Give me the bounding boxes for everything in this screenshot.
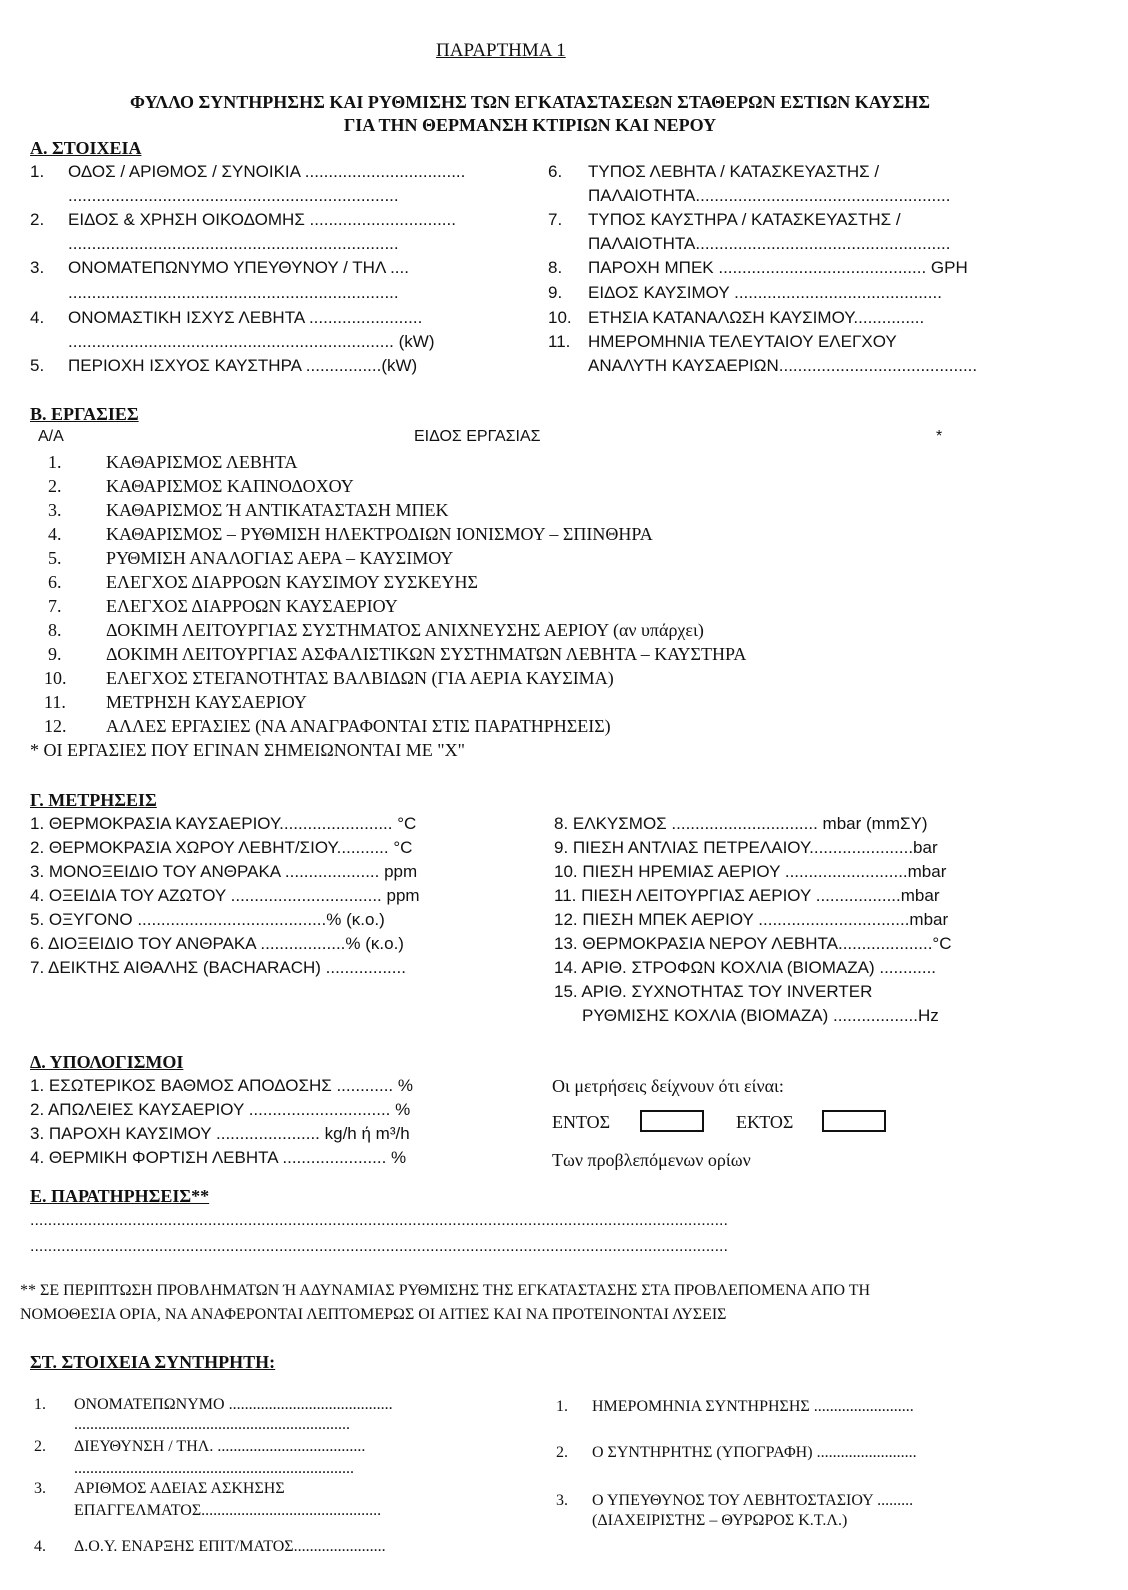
b-item-12-num: 12.: [44, 716, 67, 736]
b-item-4-num: 4.: [48, 524, 62, 544]
b-item-9-num: 9.: [48, 644, 62, 664]
b-item-11-text: ΜΕΤΡΗΣΗ ΚΑΥΣΑΕΡΙΟΥ: [106, 692, 307, 712]
c-left-3: 3. ΜΟΝΟΞΕΙΔΙΟ ΤΟΥ ΑΝΘΡΑΚΑ .................... ppm: [30, 862, 418, 881]
b-col-num-header: Α/Α: [38, 428, 64, 445]
a-right-11-text: ΗΜΕΡΟΜΗΝΙΑ ΤΕΛΕΥΤΑΙΟΥ ΕΛΕΓΧΟΥ: [588, 332, 897, 351]
a-left-3-num: 3.: [30, 258, 45, 277]
a-right-6-cont: ΠΑΛΑΙΟΤΗΤΑ......................................................: [588, 186, 951, 205]
d-outside-label: ΕΚΤΟΣ: [736, 1112, 794, 1132]
a-left-3-cont: ......................................................................: [68, 283, 399, 302]
f-left-3-cont: ΕΠΑΓΓΕΛΜΑΤΟΣ.............................................: [74, 1502, 382, 1519]
b-item-3-text: ΚΑΘΑΡΙΣΜΟΣ Ή ΑΝΤΙΚΑΤΑΣΤΑΣΗ ΜΠΕΚ: [106, 500, 449, 520]
f-left-2-text: ΔΙΕΥΘΥΝΣΗ / ΤΗΛ. .....................................: [74, 1438, 366, 1455]
d-left-4: 4. ΘΕΡΜΙΚΗ ΦΟΡΤΙΣΗ ΛΕΒΗΤΑ ...................... %: [30, 1148, 407, 1167]
outside-checkbox[interactable]: [822, 1110, 886, 1132]
b-item-6-text: ΕΛΕΓΧΟΣ ΔΙΑΡΡΟΩΝ ΚΑΥΣΙΜΟΥ ΣΥΣΚΕΥΗΣ: [106, 572, 478, 592]
b-item-9-text: ΔΟΚΙΜΗ ΛΕΙΤΟΥΡΓΙΑΣ ΑΣΦΑΛΙΣΤΙΚΩΝ ΣΥΣΤΗΜΑΤΩΝ ΛΕΒΗΤΑ – ΚΑΥΣΤΗΡΑ: [106, 644, 747, 664]
a-right-11-num: 11.: [548, 332, 571, 351]
a-right-10-num: 10.: [548, 308, 572, 327]
section-b-heading: Β. ΕΡΓΑΣΙΕΣ: [30, 404, 139, 424]
f-left-3-num: 3.: [34, 1480, 46, 1497]
a-right-9-num: 9.: [548, 283, 563, 302]
a-left-1-num: 1.: [30, 162, 45, 181]
b-item-2-text: ΚΑΘΑΡΙΣΜΟΣ ΚΑΠΝΟΔΟΧΟΥ: [106, 476, 354, 496]
a-left-5-num: 5.: [30, 356, 45, 375]
a-left-3-text: ΟΝΟΜΑΤΕΠΩΝΥΜΟ ΥΠΕΥΘΥΝΟΥ / ΤΗΛ ....: [68, 258, 409, 277]
section-f-heading: ΣΤ. ΣΤΟΙΧΕΙΑ ΣΥΝΤΗΡΗΤΗ:: [30, 1352, 276, 1372]
b-item-5-text: ΡΥΘΜΙΣΗ ΑΝΑΛΟΓΙΑΣ ΑΕΡΑ – ΚΑΥΣΙΜΟΥ: [106, 548, 454, 568]
c-right-10: 10. ΠΙΕΣΗ ΗΡΕΜΙΑΣ ΑΕΡΙΟΥ ..........................mbar: [554, 862, 947, 881]
f-left-2-cont: ......................................................................: [74, 1460, 354, 1477]
c-right-13: 13. ΘΕΡΜΟΚΡΑΣΙΑ ΝΕΡΟΥ ΛΕΒΗΤΑ....................°C: [554, 934, 952, 953]
f-left-4-text: Δ.Ο.Υ. ΕΝΑΡΞΗΣ ΕΠΙΤ/ΜΑΤΟΣ.......................: [74, 1538, 386, 1555]
f-left-1-cont: .....................................................................: [74, 1416, 350, 1433]
section-d-heading: Δ. ΥΠΟΛΟΓΙΣΜΟΙ: [30, 1052, 184, 1072]
f-right-1-text: ΗΜΕΡΟΜΗΝΙΑ ΣΥΝΤΗΡΗΣΗΣ .........................: [592, 1398, 914, 1415]
d-result-text: Οι μετρήσεις δείχνουν ότι είναι:: [552, 1076, 784, 1096]
a-left-4-num: 4.: [30, 308, 45, 327]
b-col-type-header: ΕΙΔΟΣ ΕΡΓΑΣΙΑΣ: [414, 428, 541, 445]
a-right-8-num: 8.: [548, 258, 563, 277]
f-left-1-text: ΟΝΟΜΑΤΕΠΩΝΥΜΟ .........................................: [74, 1396, 393, 1413]
a-left-4-cont: ..................................................................... (kW): [68, 332, 435, 351]
f-right-3-num: 3.: [556, 1492, 568, 1509]
c-left-2: 2. ΘΕΡΜΟΚΡΑΣΙΑ ΧΩΡΟΥ ΛΕΒΗΤ/ΣΙΟΥ........... °C: [30, 838, 413, 857]
a-left-4-text: ΟΝΟΜΑΣΤΙΚΗ ΙΣΧΥΣ ΛΕΒΗΤΑ ........................: [68, 308, 423, 327]
c-left-1: 1. ΘΕΡΜΟΚΡΑΣΙΑ ΚΑΥΣΑΕΡΙΟΥ........................ °C: [30, 814, 417, 833]
b-item-1-text: ΚΑΘΑΡΙΣΜΟΣ ΛΕΒΗΤΑ: [106, 452, 298, 472]
section-e-heading: Ε. ΠΑΡΑΤΗΡΗΣΕΙΣ**: [30, 1186, 210, 1206]
a-left-2-num: 2.: [30, 210, 45, 229]
b-item-10-text: ΕΛΕΓΧΟΣ ΣΤΕΓΑΝΟΤΗΤΑΣ ΒΑΛΒΙΔΩΝ (ΓΙΑ ΑΕΡΙΑ ΚΑΥΣΙΜΑ): [106, 668, 614, 688]
a-right-8-text: ΠΑΡΟΧΗ ΜΠΕΚ ............................................ GPH: [588, 258, 968, 277]
a-right-11-cont: ΑΝΑΛΥΤΗ ΚΑΥΣΑΕΡΙΩΝ..........................................: [588, 356, 978, 375]
a-right-10-text: ΕΤΗΣΙΑ ΚΑΤΑΝΑΛΩΣΗ ΚΑΥΣΙΜΟΥ...............: [588, 308, 925, 327]
b-item-1-num: 1.: [48, 452, 62, 472]
a-right-7-cont: ΠΑΛΑΙΟΤΗΤΑ......................................................: [588, 234, 951, 253]
f-left-4-num: 4.: [34, 1538, 46, 1555]
b-item-3-num: 3.: [48, 500, 62, 520]
e-note-line-1: ** ΣΕ ΠΕΡΙΠΤΩΣΗ ΠΡΟΒΛΗΜΑΤΩΝ Ή ΑΔΥΝΑΜΙΑΣ ΡΥΘΜΙΣΗΣ ΤΗΣ ΕΓΚΑΤΑΣΤΑΣΗΣ ΣΤΑ ΠΡΟΒΛΕΠΟΜΕΝΑ ΑΠΟ ΤΗ: [20, 1282, 871, 1299]
c-left-4: 4. ΟΞΕΙΔΙΑ ΤΟΥ ΑΖΩΤΟΥ ................................ ppm: [30, 886, 420, 905]
b-item-6-num: 6.: [48, 572, 62, 592]
form-title-line1: ΦΥΛΛΟ ΣΥΝΤΗΡΗΣΗΣ ΚΑΙ ΡΥΘΜΙΣΗΣ ΤΩΝ ΕΓΚΑΤΑΣΤΑΣΕΩΝ ΣΤΑΘΕΡΩΝ ΕΣΤΙΩΝ ΚΑΥΣΗΣ: [130, 92, 930, 112]
e-note-line-2: ΝΟΜΟΘΕΣΙΑ ΟΡΙΑ, ΝΑ ΑΝΑΦΕΡΟΝΤΑΙ ΛΕΠΤΟΜΕΡΩΣ ΟΙ ΑΙΤΙΕΣ ΚΑΙ ΝΑ ΠΡΟΤΕΙΝΟΝΤΑΙ ΛΥΣΕΙΣ: [20, 1306, 727, 1323]
f-right-3-cont: (ΔΙΑΧΕΙΡΙΣΤΗΣ – ΘΥΡΩΡΟΣ Κ.Τ.Λ.): [592, 1512, 848, 1529]
f-right-2-text: Ο ΣΥΝΤΗΡΗΤΗΣ (ΥΠΟΓΡΑΦΗ) .........................: [592, 1444, 917, 1461]
e-remarks-line-1[interactable]: .............................................................................................................................................................: [30, 1212, 728, 1229]
a-left-5-text: ΠΕΡΙΟΧΗ ΙΣΧΥΟΣ ΚΑΥΣΤΗΡΑ ................(kW): [68, 356, 418, 375]
c-right-14: 14. ΑΡΙΘ. ΣΤΡΟΦΩΝ ΚΟΧΛΙΑ (ΒΙΟΜΑΖΑ) ............: [554, 958, 937, 977]
a-right-7-text: ΤΥΠΟΣ ΚΑΥΣΤΗΡΑ / ΚΑΤΑΣΚΕΥΑΣΤΗΣ /: [588, 210, 901, 229]
c-left-6: 6. ΔΙΟΞΕΙΔΙΟ ΤΟΥ ΑΝΘΡΑΚΑ ..................% (κ.ο.): [30, 934, 404, 953]
b-col-mark-header: *: [936, 428, 943, 445]
form-title-line2: ΓΙΑ ΤΗΝ ΘΕΡΜΑΝΣΗ ΚΤΙΡΙΩΝ ΚΑΙ ΝΕΡΟΥ: [343, 115, 717, 135]
inside-checkbox[interactable]: [640, 1110, 704, 1132]
b-item-10-num: 10.: [44, 668, 67, 688]
c-right-8: 8. ΕΛΚΥΣΜΟΣ ............................... mbar (mmΣΥ): [554, 814, 928, 833]
f-left-3-text: ΑΡΙΘΜΟΣ ΑΔΕΙΑΣ ΑΣΚΗΣΗΣ: [74, 1480, 285, 1497]
b-item-8-num: 8.: [48, 620, 62, 640]
d-limits-text: Των προβλεπόμενων ορίων: [552, 1150, 751, 1170]
c-right-9: 9. ΠΙΕΣΗ ΑΝΤΛΙΑΣ ΠΕΤΡΕΛΑΙΟΥ......................bar: [554, 838, 938, 857]
a-right-7-num: 7.: [548, 210, 563, 229]
d-inside-label: ΕΝΤΟΣ: [552, 1112, 611, 1132]
section-a-heading: Α. ΣΤΟΙΧΕΙΑ: [30, 138, 142, 158]
c-left-7: 7. ΔΕΙΚΤΗΣ ΑΙΘΑΛΗΣ (BACHARACH) .................: [30, 958, 406, 977]
c-left-5: 5. ΟΞΥΓΟΝΟ ........................................% (κ.ο.): [30, 910, 385, 929]
section-c-heading: Γ. ΜΕΤΡΗΣΕΙΣ: [30, 790, 157, 810]
b-item-8-text: ΔΟΚΙΜΗ ΛΕΙΤΟΥΡΓΙΑΣ ΣΥΣΤΗΜΑΤΟΣ ΑΝΙΧΝΕΥΣΗΣ ΑΕΡΙΟΥ (αν υπάρχει): [106, 620, 704, 640]
d-left-3: 3. ΠΑΡΟΧΗ ΚΑΥΣΙΜΟΥ ...................... kg/h ή m³/h: [30, 1124, 410, 1143]
a-right-6-text: ΤΥΠΟΣ ΛΕΒΗΤΑ / ΚΑΤΑΣΚΕΥΑΣΤΗΣ /: [588, 162, 880, 181]
annex-label: ΠΑΡΑΡΤΗΜΑ 1: [436, 40, 566, 61]
b-item-7-text: ΕΛΕΓΧΟΣ ΔΙΑΡΡΟΩΝ ΚΑΥΣΑΕΡΙΟΥ: [106, 596, 398, 616]
a-left-2-text: ΕΙΔΟΣ & ΧΡΗΣΗ ΟΙΚΟΔΟΜΗΣ ...............................: [68, 210, 456, 229]
b-item-7-num: 7.: [48, 596, 62, 616]
c-right-12: 12. ΠΙΕΣΗ ΜΠΕΚ ΑΕΡΙΟΥ ................................mbar: [554, 910, 949, 929]
e-remarks-line-2[interactable]: .............................................................................................................................................................: [30, 1238, 728, 1255]
a-left-1-cont: ......................................................................: [68, 186, 399, 205]
c-right-11: 11. ΠΙΕΣΗ ΛΕΙΤΟΥΡΓΙΑΣ ΑΕΡΙΟΥ ..................mbar: [554, 886, 940, 905]
a-left-2-cont: ......................................................................: [68, 234, 399, 253]
a-right-6-num: 6.: [548, 162, 563, 181]
f-left-2-num: 2.: [34, 1438, 46, 1455]
f-right-2-num: 2.: [556, 1444, 568, 1461]
b-item-4-text: ΚΑΘΑΡΙΣΜΟΣ – ΡΥΘΜΙΣΗ ΗΛΕΚΤΡΟΔΙΩΝ ΙΟΝΙΣΜΟΥ – ΣΠΙΝΘΗΡΑ: [106, 524, 653, 544]
b-item-2-num: 2.: [48, 476, 62, 496]
f-right-3-text: Ο ΥΠΕΥΘΥΝΟΣ ΤΟΥ ΛΕΒΗΤΟΣΤΑΣΙΟΥ .........: [592, 1492, 914, 1509]
a-left-1-text: ΟΔΟΣ / ΑΡΙΘΜΟΣ / ΣΥΝΟΙΚΙΑ ..................................: [68, 162, 466, 181]
c-right-15: 15. ΑΡΙΘ. ΣΥΧΝΟΤΗΤΑΣ ΤΟΥ INVERTER: [554, 982, 873, 1001]
b-item-12-text: ΑΛΛΕΣ ΕΡΓΑΣΙΕΣ (ΝΑ ΑΝΑΓΡΑΦΟΝΤΑΙ ΣΤΙΣ ΠΑΡΑΤΗΡΗΣΕΙΣ): [106, 716, 611, 736]
d-left-2: 2. ΑΠΩΛΕΙΕΣ ΚΑΥΣΑΕΡΙΟΥ .............................. %: [30, 1100, 411, 1119]
b-note: * ΟΙ ΕΡΓΑΣΙΕΣ ΠΟΥ ΕΓΙΝΑΝ ΣΗΜΕΙΩΝΟΝΤΑΙ ΜΕ "Χ": [30, 740, 465, 760]
f-left-1-num: 1.: [34, 1396, 46, 1413]
c-right-15-cont: ΡΥΘΜΙΣΗΣ ΚΟΧΛΙΑ (ΒΙΟΜΑΖΑ) ..................Hz: [582, 1006, 939, 1025]
b-item-5-num: 5.: [48, 548, 62, 568]
f-right-1-num: 1.: [556, 1398, 568, 1415]
d-left-1: 1. ΕΣΩΤΕΡΙΚΟΣ ΒΑΘΜΟΣ ΑΠΟΔΟΣΗΣ ............ %: [30, 1076, 413, 1095]
a-right-9-text: ΕΙΔΟΣ ΚΑΥΣΙΜΟΥ ............................................: [588, 283, 942, 302]
b-item-11-num: 11.: [44, 692, 66, 712]
